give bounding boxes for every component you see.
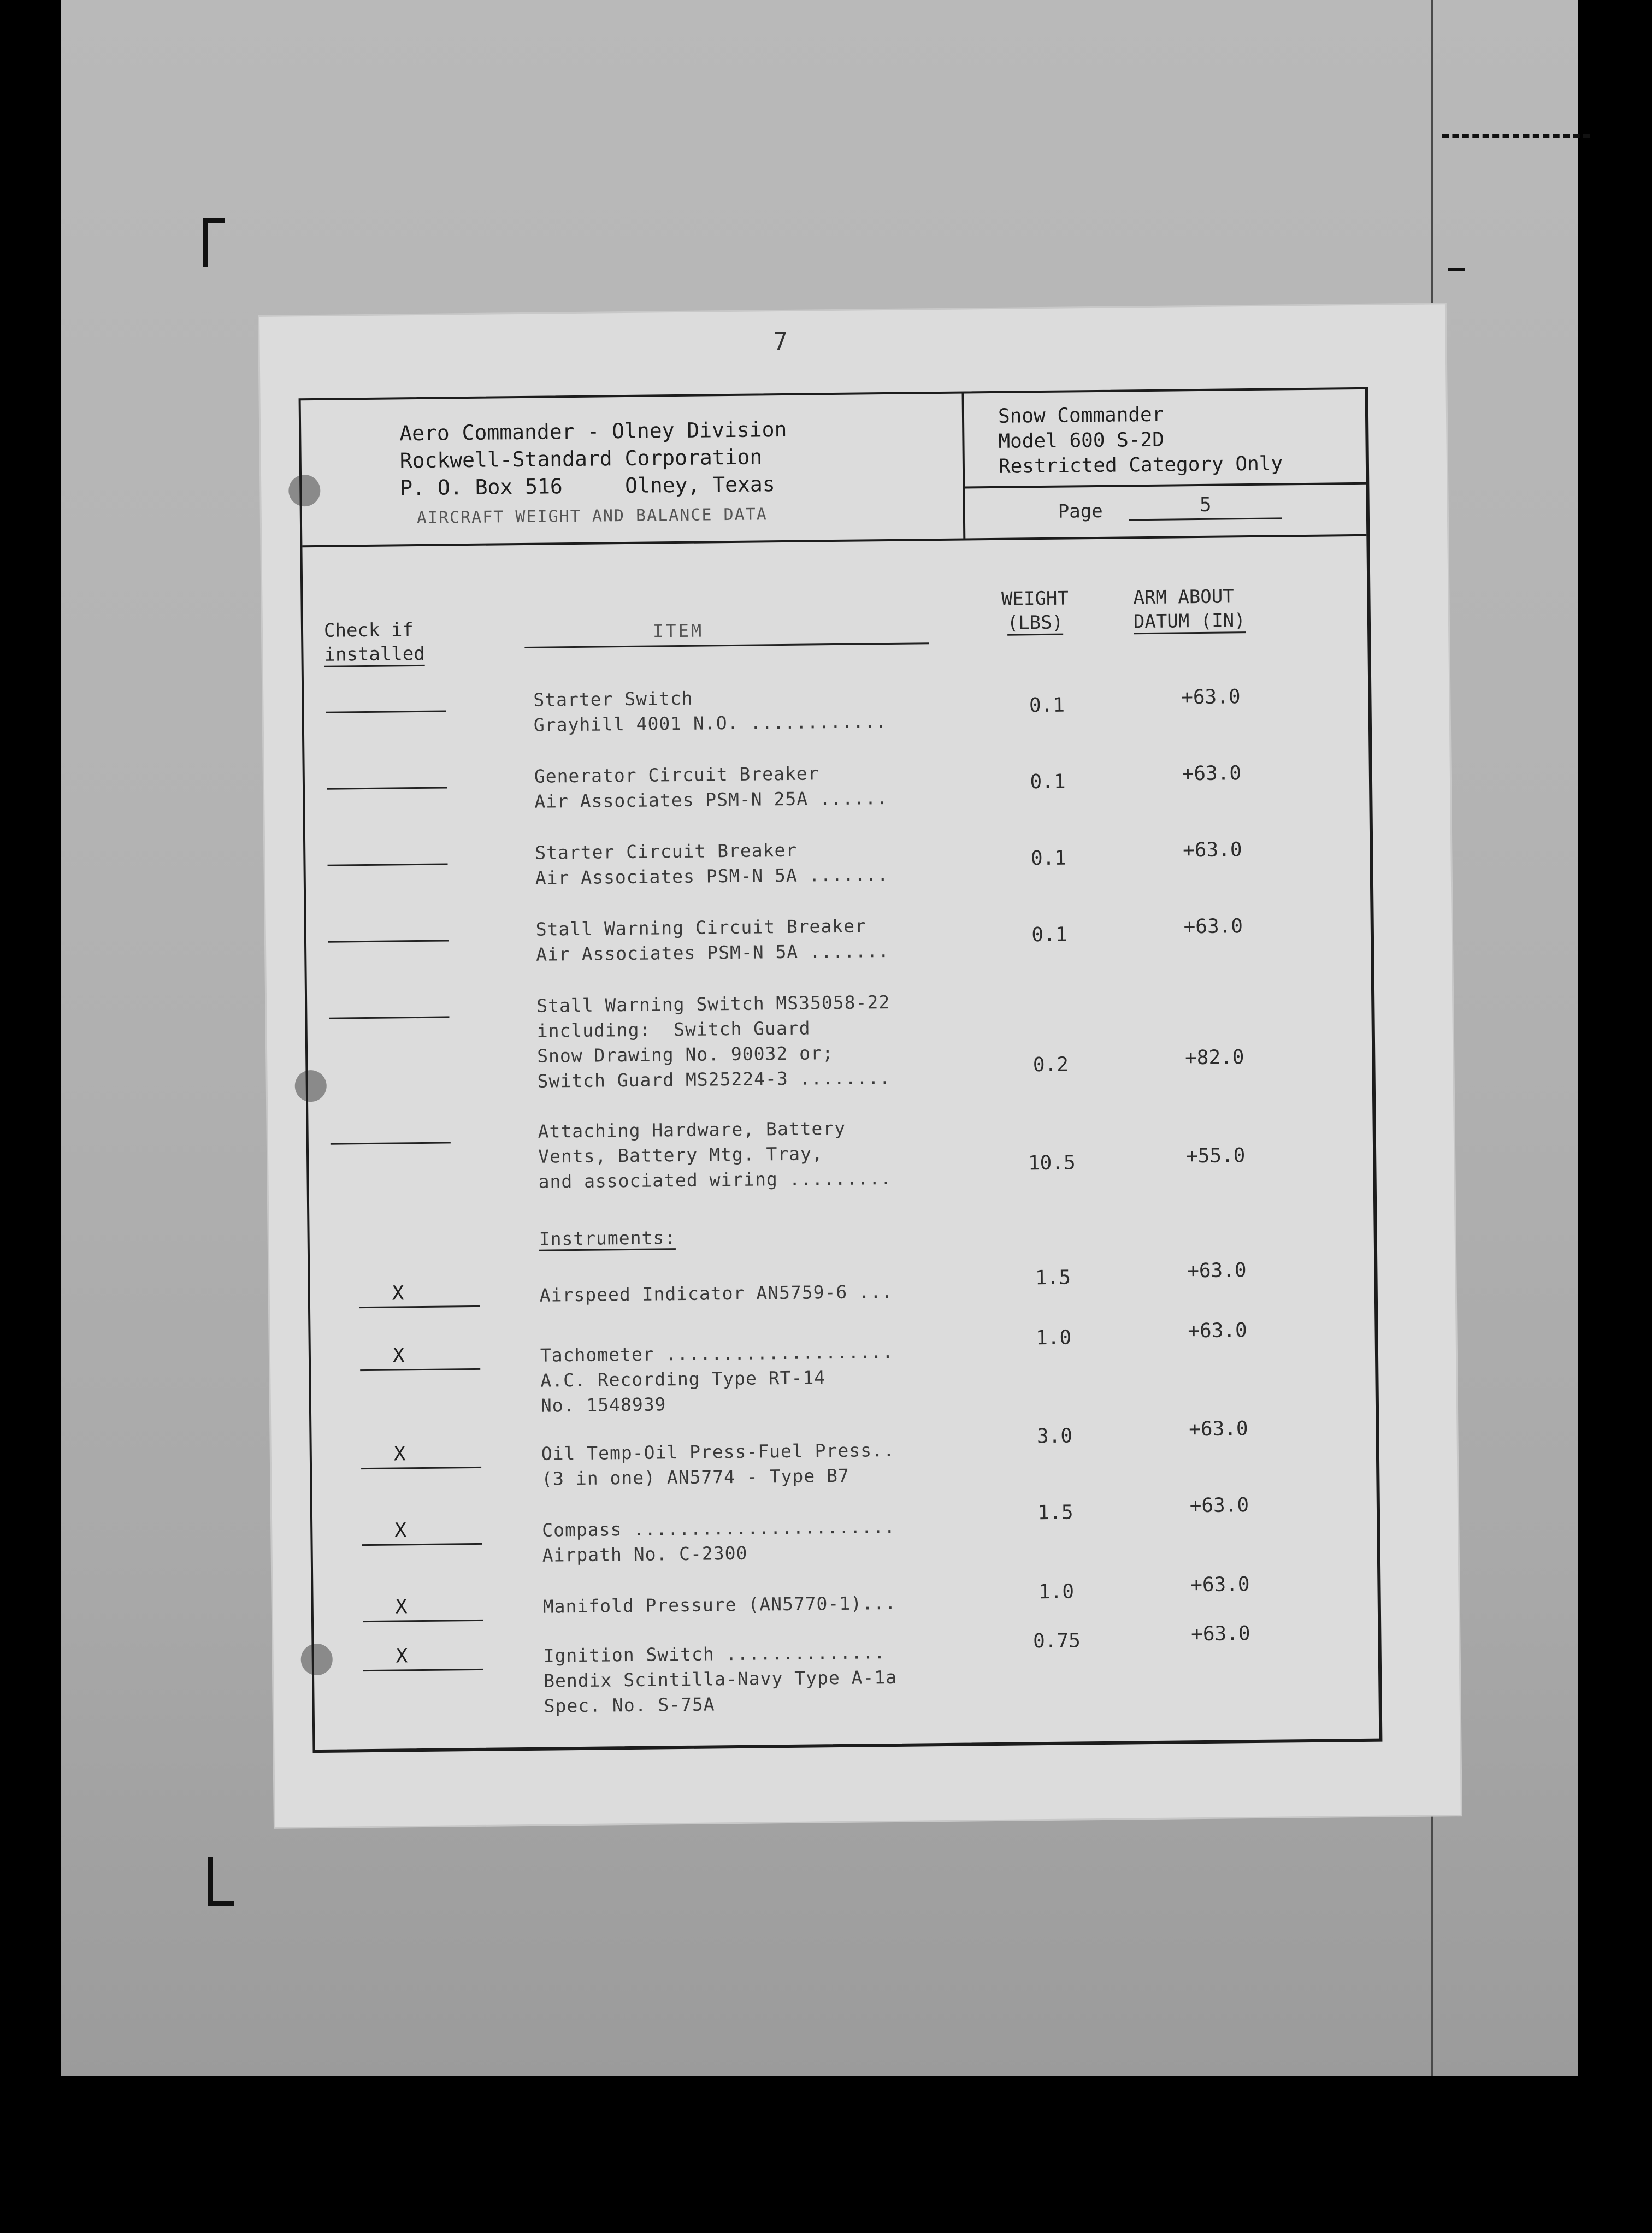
check-blank <box>359 1305 480 1308</box>
check-blank <box>363 1620 483 1622</box>
item-description: Ignition Switch .............. Bendix Scintilla-Navy Type A-1a Spec. No. S-75A <box>543 1641 898 1717</box>
item-weight: 0.1 <box>1031 923 1067 947</box>
check-blank <box>331 1142 451 1144</box>
item-arm: +63.0 <box>1189 1494 1249 1517</box>
model-line: Model 600 S-2D <box>998 428 1165 453</box>
table-row <box>314 1622 1378 1717</box>
item-description: Tachometer .................... A.C. Recording Type RT-14 No. 1548939 <box>540 1340 894 1416</box>
corner-bracket-bottom <box>208 1857 234 1906</box>
installed-check-mark: X <box>392 1282 404 1305</box>
item-weight: 0.1 <box>1029 694 1065 717</box>
item-column-header: ITEM <box>652 620 704 642</box>
item-weight: 3.0 <box>1036 1425 1073 1448</box>
model-block <box>964 389 1367 539</box>
installed-check-mark: X <box>393 1443 406 1466</box>
installed-check-mark: X <box>395 1596 408 1618</box>
item-arm: +63.0 <box>1182 762 1242 785</box>
item-weight: 0.2 <box>1032 1053 1069 1077</box>
table-row <box>312 1417 1376 1490</box>
table-row <box>312 1494 1377 1566</box>
page-number: 5 <box>1129 493 1282 521</box>
item-arm: +63.0 <box>1183 915 1243 938</box>
table-row <box>314 1573 1378 1618</box>
table-row <box>311 1319 1375 1416</box>
table-row <box>307 985 1371 1092</box>
weight-column-header: WEIGHT (LBS) <box>986 586 1084 635</box>
company-line: P. O. Box 516 Olney, Texas <box>400 472 775 500</box>
item-description: Airspeed Indicator AN5759-6 ... <box>539 1280 893 1306</box>
item-description: Stall Warning Circuit Breaker Air Associates PSM-N 5A ....... <box>535 915 890 965</box>
table-row <box>304 679 1368 736</box>
item-description: Generator Circuit Breaker Air Associates PSM-N 25A ...... <box>534 763 888 812</box>
model-line: Restricted Category Only <box>998 452 1283 478</box>
item-arm: +63.0 <box>1182 838 1242 862</box>
corner-bracket-top <box>203 218 225 267</box>
item-weight: 0.1 <box>1030 847 1067 870</box>
item-weight: 0.1 <box>1030 770 1066 794</box>
item-weight: 10.5 <box>1028 1151 1076 1175</box>
margin-tick-mark <box>1448 268 1465 271</box>
item-arm: +82.0 <box>1184 1046 1244 1070</box>
table-row <box>306 908 1371 965</box>
check-blank <box>363 1669 483 1671</box>
check-blank <box>328 863 448 866</box>
installed-check-mark: X <box>394 1519 407 1542</box>
company-block <box>301 394 966 546</box>
item-weight: 0.75 <box>1032 1629 1081 1653</box>
check-blank <box>329 1016 449 1019</box>
item-description: Manifold Pressure (AN5770-1)... <box>542 1592 896 1617</box>
table-row <box>310 1259 1374 1306</box>
item-description: Attaching Hardware, Battery Vents, Battery Mtg. Tray, and associated wiring ......... <box>538 1117 892 1192</box>
item-description: Starter Circuit Breaker Air Associates PSM-N 5A ....... <box>535 839 889 889</box>
model-line: Snow Commander <box>998 403 1164 428</box>
form-title: AIRCRAFT WEIGHT AND BALANCE DATA <box>416 505 768 528</box>
check-blank <box>361 1467 481 1469</box>
table-row <box>308 1110 1372 1192</box>
check-blank <box>326 710 446 713</box>
item-arm: +63.0 <box>1190 1573 1250 1597</box>
form-frame <box>299 387 1383 1753</box>
item-arm: +55.0 <box>1185 1144 1246 1168</box>
check-column-header: Check if installed <box>324 618 425 667</box>
item-description: Stall Warning Switch MS35058-22 including: Switch Guard Snow Drawing No. 90032 or; Switch Guard MS25224-3 ........ <box>536 991 891 1092</box>
item-description: Compass ....................... Airpath No. C-2300 <box>542 1515 896 1566</box>
company-line: Rockwell-Standard Corporation <box>399 445 763 473</box>
check-blank <box>327 787 447 789</box>
item-weight: 1.5 <box>1035 1266 1071 1290</box>
table-row <box>305 832 1370 889</box>
item-weight: 1.5 <box>1037 1501 1073 1525</box>
installed-check-mark: X <box>396 1645 408 1668</box>
arm-column-header: ARM ABOUT DATUM (IN) <box>1133 584 1246 634</box>
item-arm: +63.0 <box>1181 686 1241 709</box>
item-weight: 1.0 <box>1038 1580 1075 1604</box>
item-header-rule <box>524 642 929 648</box>
page-field <box>965 482 1366 541</box>
item-weight: 1.0 <box>1035 1326 1072 1350</box>
company-line: Aero Commander - Olney Division <box>399 417 787 446</box>
form-header <box>301 389 1367 547</box>
item-arm: +63.0 <box>1188 1319 1247 1343</box>
document-sheet <box>259 304 1461 1827</box>
handwritten-page-mark: 7 <box>773 327 788 356</box>
installed-check-mark: X <box>392 1344 405 1367</box>
check-blank <box>360 1368 480 1371</box>
page-label: Page <box>1058 500 1103 523</box>
item-description: Oil Temp-Oil Press-Fuel Press.. (3 in one) AN5774 - Type B7 <box>541 1439 895 1490</box>
dashed-margin-mark <box>1442 134 1590 138</box>
item-description: Starter Switch Grayhill 4001 N.O. ............ <box>533 687 887 736</box>
check-blank <box>328 940 449 942</box>
check-blank <box>362 1543 482 1546</box>
item-arm: +63.0 <box>1190 1622 1250 1646</box>
item-arm: +63.0 <box>1189 1417 1248 1441</box>
instruments-heading: Instruments: <box>539 1227 676 1251</box>
item-arm: +63.0 <box>1187 1259 1247 1283</box>
table-row <box>305 755 1369 812</box>
